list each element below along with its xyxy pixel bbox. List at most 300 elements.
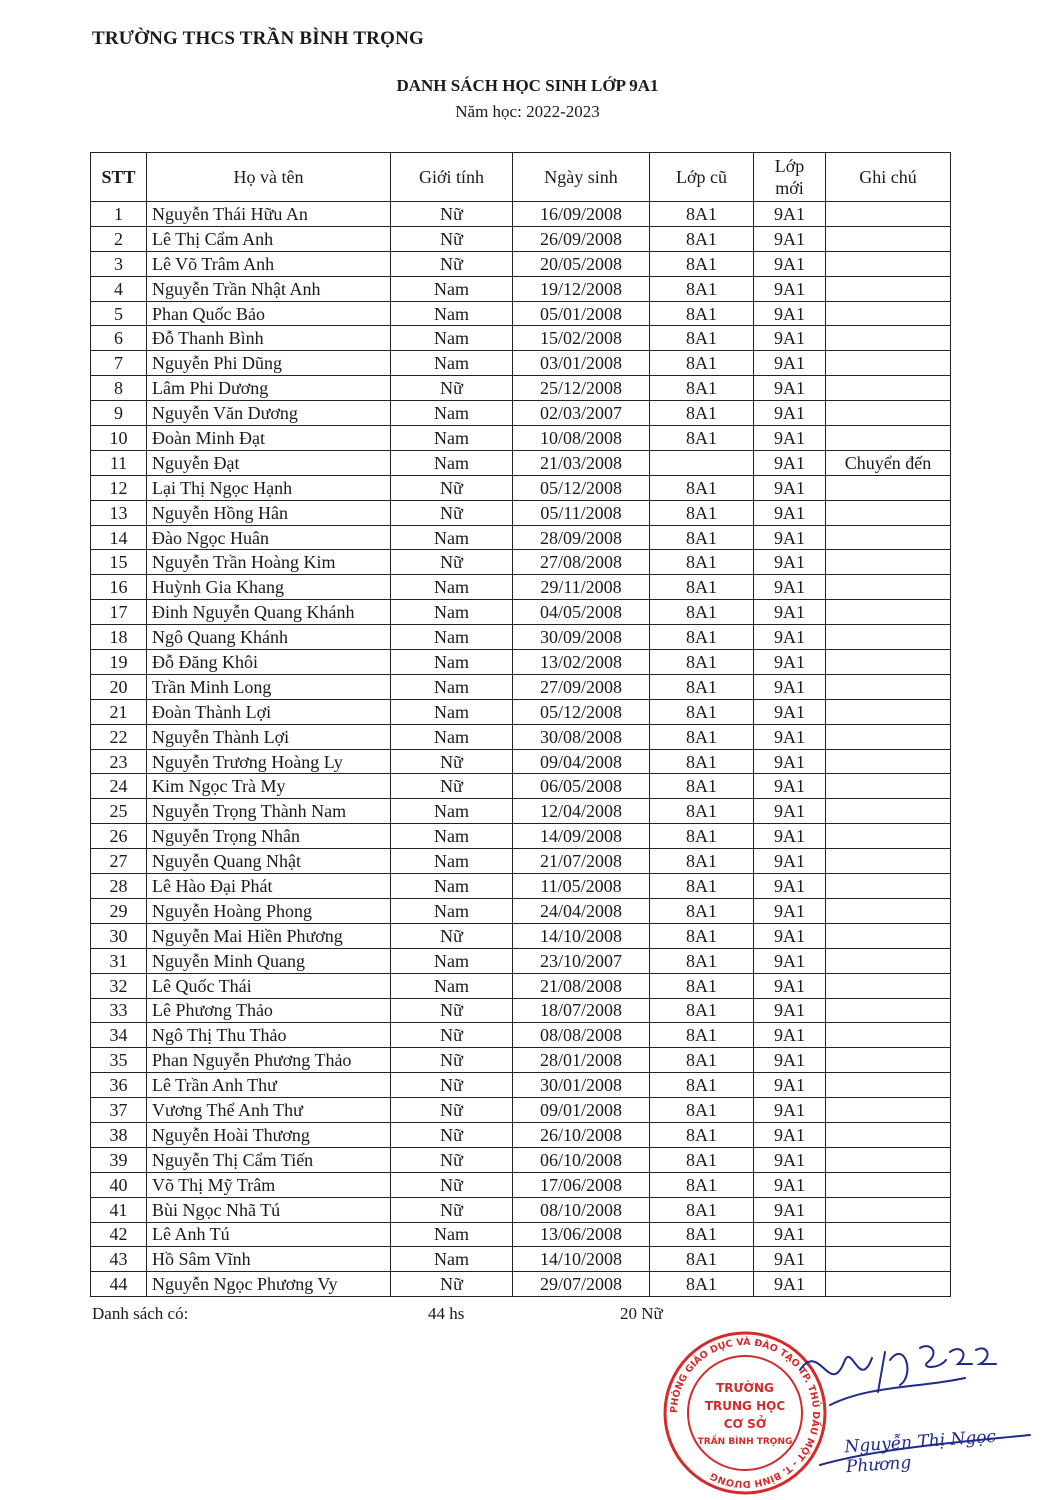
cell-new-class: 9A1 (754, 351, 826, 376)
table-row (91, 1172, 951, 1197)
cell-old-class (650, 450, 754, 475)
cell-stt: 33 (91, 998, 147, 1023)
cell-stt: 23 (91, 749, 147, 774)
cell-old-class: 8A1 (650, 1073, 754, 1098)
header-name: Họ và tên (147, 153, 391, 202)
table-row (91, 276, 951, 301)
table-row (91, 301, 951, 326)
cell-note (826, 550, 951, 575)
table-row (91, 1247, 951, 1272)
document-title: DANH SÁCH HỌC SINH LỚP 9A1 (396, 76, 659, 95)
cell-stt: 7 (91, 351, 147, 376)
cell-dob: 29/07/2008 (513, 1272, 650, 1297)
table-row (91, 948, 951, 973)
cell-note (826, 426, 951, 451)
cell-name: Võ Thị Mỹ Trâm (147, 1172, 391, 1197)
cell-dob: 03/01/2008 (513, 351, 650, 376)
cell-old-class: 8A1 (650, 898, 754, 923)
table-row (91, 600, 951, 625)
cell-note (826, 351, 951, 376)
cell-note (826, 376, 951, 401)
table-row (91, 1222, 951, 1247)
cell-gender: Nam (391, 625, 513, 650)
cell-name: Lê Trần Anh Thư (147, 1073, 391, 1098)
cell-gender: Nữ (391, 550, 513, 575)
svg-text:PHÒNG GIÁO DỤC VÀ ĐÀO TẠO TP.: PHÒNG GIÁO DỤC VÀ ĐÀO TẠO TP. THỦ DẦU MỘT - T. BÌNH DƯƠNG (668, 1336, 822, 1490)
cell-note (826, 1197, 951, 1222)
cell-stt: 22 (91, 724, 147, 749)
table-row (91, 1197, 951, 1222)
cell-note (826, 251, 951, 276)
cell-new-class: 9A1 (754, 1023, 826, 1048)
cell-new-class: 9A1 (754, 898, 826, 923)
summary-label: Danh sách có: (92, 1304, 189, 1323)
cell-name: Lê Anh Tú (147, 1222, 391, 1247)
cell-gender: Nữ (391, 1122, 513, 1147)
cell-new-class: 9A1 (754, 525, 826, 550)
table-row (91, 351, 951, 376)
cell-stt: 43 (91, 1247, 147, 1272)
cell-name: Hồ Sâm Vĩnh (147, 1247, 391, 1272)
summary-female: 20 Nữ (620, 1304, 663, 1323)
cell-name: Nguyễn Trần Nhật Anh (147, 276, 391, 301)
cell-old-class: 8A1 (650, 1023, 754, 1048)
cell-old-class: 8A1 (650, 1048, 754, 1073)
cell-gender: Nam (391, 600, 513, 625)
table-header-row (91, 153, 951, 202)
cell-old-class: 8A1 (650, 1147, 754, 1172)
cell-dob: 27/08/2008 (513, 550, 650, 575)
cell-new-class: 9A1 (754, 1197, 826, 1222)
cell-dob: 18/07/2008 (513, 998, 650, 1023)
cell-name: Trần Minh Long (147, 674, 391, 699)
cell-note (826, 575, 951, 600)
header-new-class-line2: mới (775, 178, 804, 198)
header-stt: STT (91, 153, 147, 202)
cell-dob: 25/12/2008 (513, 376, 650, 401)
cell-name: Huỳnh Gia Khang (147, 575, 391, 600)
cell-name: Nguyễn Hoàng Phong (147, 898, 391, 923)
cell-note (826, 301, 951, 326)
cell-stt: 25 (91, 799, 147, 824)
cell-dob: 15/02/2008 (513, 326, 650, 351)
cell-stt: 11 (91, 450, 147, 475)
cell-name: Đỗ Đăng Khôi (147, 650, 391, 675)
cell-old-class: 8A1 (650, 251, 754, 276)
cell-name: Nguyễn Văn Dương (147, 401, 391, 426)
cell-stt: 8 (91, 376, 147, 401)
cell-gender: Nữ (391, 376, 513, 401)
cell-stt: 21 (91, 699, 147, 724)
cell-old-class: 8A1 (650, 550, 754, 575)
cell-note (826, 699, 951, 724)
cell-note (826, 948, 951, 973)
signer-name: Nguyễn Thị Ngọc Phương (843, 1426, 997, 1478)
cell-name: Lại Thị Ngọc Hạnh (147, 475, 391, 500)
cell-name: Nguyễn Hoài Thương (147, 1122, 391, 1147)
cell-new-class: 9A1 (754, 799, 826, 824)
cell-old-class: 8A1 (650, 650, 754, 675)
cell-gender: Nữ (391, 475, 513, 500)
cell-gender: Nam (391, 898, 513, 923)
cell-gender: Nữ (391, 1272, 513, 1297)
cell-old-class: 8A1 (650, 948, 754, 973)
cell-note (826, 500, 951, 525)
cell-stt: 42 (91, 1222, 147, 1247)
cell-gender: Nữ (391, 998, 513, 1023)
cell-note (826, 1147, 951, 1172)
cell-stt: 14 (91, 525, 147, 550)
cell-old-class: 8A1 (650, 849, 754, 874)
cell-stt: 40 (91, 1172, 147, 1197)
cell-new-class: 9A1 (754, 301, 826, 326)
cell-gender: Nam (391, 326, 513, 351)
cell-gender: Nam (391, 824, 513, 849)
cell-name: Bùi Ngọc Nhã Tú (147, 1197, 391, 1222)
cell-new-class: 9A1 (754, 874, 826, 899)
cell-stt: 28 (91, 874, 147, 899)
cell-gender: Nữ (391, 1197, 513, 1222)
cell-dob: 28/09/2008 (513, 525, 650, 550)
cell-dob: 21/08/2008 (513, 973, 650, 998)
table-row (91, 973, 951, 998)
table-row (91, 426, 951, 451)
cell-stt: 38 (91, 1122, 147, 1147)
cell-name: Nguyễn Thành Lợi (147, 724, 391, 749)
table-body (91, 202, 951, 1297)
cell-dob: 13/02/2008 (513, 650, 650, 675)
cell-name: Nguyễn Mai Hiền Phương (147, 923, 391, 948)
cell-note (826, 1073, 951, 1098)
cell-gender: Nam (391, 301, 513, 326)
cell-new-class: 9A1 (754, 326, 826, 351)
cell-name: Phan Quốc Bảo (147, 301, 391, 326)
cell-stt: 15 (91, 550, 147, 575)
cell-old-class: 8A1 (650, 500, 754, 525)
table-row (91, 1147, 951, 1172)
cell-old-class: 8A1 (650, 475, 754, 500)
cell-new-class: 9A1 (754, 923, 826, 948)
cell-name: Lê Phương Thảo (147, 998, 391, 1023)
cell-gender: Nữ (391, 749, 513, 774)
cell-stt: 12 (91, 475, 147, 500)
cell-gender: Nam (391, 799, 513, 824)
cell-name: Đoàn Minh Đạt (147, 426, 391, 451)
cell-dob: 09/04/2008 (513, 749, 650, 774)
cell-name: Nguyễn Ngọc Phương Vy (147, 1272, 391, 1297)
cell-stt: 18 (91, 625, 147, 650)
cell-dob: 04/05/2008 (513, 600, 650, 625)
cell-old-class: 8A1 (650, 1172, 754, 1197)
cell-new-class: 9A1 (754, 376, 826, 401)
cell-old-class: 8A1 (650, 1197, 754, 1222)
cell-old-class: 8A1 (650, 401, 754, 426)
svg-text:TRƯỜNG: TRƯỜNG (716, 1381, 774, 1395)
cell-name: Lê Quốc Thái (147, 973, 391, 998)
header-new-class-line1: Lớp (774, 156, 805, 176)
cell-new-class: 9A1 (754, 774, 826, 799)
cell-new-class: 9A1 (754, 226, 826, 251)
cell-gender: Nam (391, 699, 513, 724)
cell-gender: Nam (391, 1247, 513, 1272)
cell-note (826, 1048, 951, 1073)
cell-dob: 12/04/2008 (513, 799, 650, 824)
cell-stt: 13 (91, 500, 147, 525)
cell-name: Nguyễn Trần Hoàng Kim (147, 550, 391, 575)
cell-note (826, 724, 951, 749)
cell-name: Đinh Nguyễn Quang Khánh (147, 600, 391, 625)
header-gender: Giới tính (391, 153, 513, 202)
cell-name: Nguyễn Trọng Thành Nam (147, 799, 391, 824)
cell-dob: 05/11/2008 (513, 500, 650, 525)
cell-new-class: 9A1 (754, 948, 826, 973)
cell-stt: 35 (91, 1048, 147, 1073)
table-row (91, 202, 951, 227)
header-note: Ghi chú (826, 153, 951, 202)
cell-dob: 19/12/2008 (513, 276, 650, 301)
cell-name: Nguyễn Trương Hoàng Ly (147, 749, 391, 774)
table-row (91, 1073, 951, 1098)
cell-dob: 17/06/2008 (513, 1172, 650, 1197)
cell-new-class: 9A1 (754, 251, 826, 276)
cell-new-class: 9A1 (754, 450, 826, 475)
cell-stt: 9 (91, 401, 147, 426)
table-row (91, 525, 951, 550)
table-row (91, 550, 951, 575)
cell-gender: Nữ (391, 1073, 513, 1098)
table-row (91, 1122, 951, 1147)
cell-gender: Nữ (391, 1098, 513, 1123)
cell-dob: 09/01/2008 (513, 1098, 650, 1123)
cell-name: Lê Hào Đại Phát (147, 874, 391, 899)
cell-gender: Nữ (391, 1023, 513, 1048)
cell-note (826, 998, 951, 1023)
svg-text:TRUNG HỌC: TRUNG HỌC (704, 1399, 786, 1413)
cell-dob: 30/01/2008 (513, 1073, 650, 1098)
cell-name: Nguyễn Hồng Hân (147, 500, 391, 525)
cell-name: Vương Thể Anh Thư (147, 1098, 391, 1123)
table-row (91, 799, 951, 824)
table-row (91, 849, 951, 874)
cell-note (826, 874, 951, 899)
cell-stt: 17 (91, 600, 147, 625)
cell-name: Lê Võ Trâm Anh (147, 251, 391, 276)
cell-gender: Nam (391, 575, 513, 600)
cell-name: Kim Ngọc Trà My (147, 774, 391, 799)
cell-old-class: 8A1 (650, 276, 754, 301)
cell-dob: 24/04/2008 (513, 898, 650, 923)
cell-old-class: 8A1 (650, 923, 754, 948)
cell-new-class: 9A1 (754, 724, 826, 749)
cell-old-class: 8A1 (650, 774, 754, 799)
cell-note (826, 923, 951, 948)
cell-dob: 14/10/2008 (513, 1247, 650, 1272)
cell-name: Phan Nguyễn Phương Thảo (147, 1048, 391, 1073)
cell-note (826, 799, 951, 824)
cell-old-class: 8A1 (650, 1098, 754, 1123)
cell-gender: Nam (391, 276, 513, 301)
cell-gender: Nữ (391, 251, 513, 276)
cell-old-class: 8A1 (650, 1222, 754, 1247)
cell-dob: 13/06/2008 (513, 1222, 650, 1247)
cell-stt: 26 (91, 824, 147, 849)
cell-stt: 1 (91, 202, 147, 227)
cell-name: Nguyễn Thái Hữu An (147, 202, 391, 227)
cell-gender: Nam (391, 674, 513, 699)
cell-note (826, 1122, 951, 1147)
cell-old-class: 8A1 (650, 226, 754, 251)
cell-new-class: 9A1 (754, 202, 826, 227)
table-row (91, 1272, 951, 1297)
cell-note (826, 600, 951, 625)
cell-new-class: 9A1 (754, 1147, 826, 1172)
cell-new-class: 9A1 (754, 1122, 826, 1147)
cell-new-class: 9A1 (754, 550, 826, 575)
school-year: Năm học: 2022-2023 (455, 102, 600, 121)
cell-old-class: 8A1 (650, 351, 754, 376)
cell-dob: 14/09/2008 (513, 824, 650, 849)
cell-gender: Nữ (391, 923, 513, 948)
cell-gender: Nam (391, 525, 513, 550)
table-row (91, 575, 951, 600)
cell-note (826, 625, 951, 650)
cell-note (826, 749, 951, 774)
cell-name: Nguyễn Trọng Nhân (147, 824, 391, 849)
cell-old-class: 8A1 (650, 824, 754, 849)
cell-name: Đỗ Thanh Bình (147, 326, 391, 351)
cell-old-class: 8A1 (650, 1272, 754, 1297)
cell-new-class: 9A1 (754, 575, 826, 600)
table-row (91, 724, 951, 749)
cell-note (826, 824, 951, 849)
cell-stt: 27 (91, 849, 147, 874)
cell-gender: Nam (391, 973, 513, 998)
cell-note (826, 226, 951, 251)
cell-stt: 6 (91, 326, 147, 351)
cell-new-class: 9A1 (754, 973, 826, 998)
cell-note (826, 650, 951, 675)
cell-note (826, 674, 951, 699)
cell-dob: 05/12/2008 (513, 475, 650, 500)
cell-gender: Nam (391, 450, 513, 475)
cell-stt: 32 (91, 973, 147, 998)
table-row (91, 326, 951, 351)
table-row (91, 500, 951, 525)
cell-new-class: 9A1 (754, 1222, 826, 1247)
cell-note (826, 1222, 951, 1247)
cell-old-class: 8A1 (650, 301, 754, 326)
cell-new-class: 9A1 (754, 1048, 826, 1073)
header-dob: Ngày sinh (513, 153, 650, 202)
student-table (90, 152, 951, 1297)
cell-old-class: 8A1 (650, 1247, 754, 1272)
table-row (91, 401, 951, 426)
table-row (91, 923, 951, 948)
cell-note (826, 774, 951, 799)
cell-old-class: 8A1 (650, 202, 754, 227)
cell-gender: Nam (391, 1222, 513, 1247)
cell-dob: 16/09/2008 (513, 202, 650, 227)
summary-total: 44 hs (428, 1304, 465, 1323)
cell-gender: Nữ (391, 774, 513, 799)
cell-note (826, 898, 951, 923)
cell-note (826, 849, 951, 874)
cell-dob: 10/08/2008 (513, 426, 650, 451)
cell-name: Lâm Phi Dương (147, 376, 391, 401)
cell-new-class: 9A1 (754, 1172, 826, 1197)
cell-note (826, 202, 951, 227)
svg-text:CƠ SỞ: CƠ SỞ (723, 1417, 767, 1431)
cell-gender: Nam (391, 874, 513, 899)
cell-dob: 08/08/2008 (513, 1023, 650, 1048)
cell-gender: Nữ (391, 226, 513, 251)
cell-new-class: 9A1 (754, 674, 826, 699)
cell-new-class: 9A1 (754, 500, 826, 525)
cell-gender: Nữ (391, 1048, 513, 1073)
cell-new-class: 9A1 (754, 625, 826, 650)
cell-dob: 21/07/2008 (513, 849, 650, 874)
cell-note (826, 401, 951, 426)
cell-note (826, 475, 951, 500)
cell-stt: 31 (91, 948, 147, 973)
cell-dob: 05/01/2008 (513, 301, 650, 326)
cell-old-class: 8A1 (650, 376, 754, 401)
cell-dob: 02/03/2007 (513, 401, 650, 426)
cell-new-class: 9A1 (754, 699, 826, 724)
cell-name: Nguyễn Đạt (147, 450, 391, 475)
header-new-class (754, 153, 826, 202)
cell-dob: 26/10/2008 (513, 1122, 650, 1147)
cell-stt: 39 (91, 1147, 147, 1172)
cell-gender: Nam (391, 724, 513, 749)
cell-old-class: 8A1 (650, 874, 754, 899)
cell-new-class: 9A1 (754, 849, 826, 874)
cell-old-class: 8A1 (650, 973, 754, 998)
cell-new-class: 9A1 (754, 276, 826, 301)
cell-note (826, 1272, 951, 1297)
cell-stt: 16 (91, 575, 147, 600)
cell-gender: Nữ (391, 1172, 513, 1197)
cell-stt: 36 (91, 1073, 147, 1098)
cell-stt: 41 (91, 1197, 147, 1222)
cell-old-class: 8A1 (650, 998, 754, 1023)
cell-note (826, 1023, 951, 1048)
cell-new-class: 9A1 (754, 426, 826, 451)
table-row (91, 650, 951, 675)
cell-dob: 08/10/2008 (513, 1197, 650, 1222)
cell-dob: 06/05/2008 (513, 774, 650, 799)
cell-new-class: 9A1 (754, 749, 826, 774)
table-row (91, 450, 951, 475)
cell-name: Nguyễn Phi Dũng (147, 351, 391, 376)
cell-new-class: 9A1 (754, 1073, 826, 1098)
cell-gender: Nam (391, 849, 513, 874)
table-row (91, 251, 951, 276)
cell-gender: Nữ (391, 202, 513, 227)
cell-stt: 20 (91, 674, 147, 699)
cell-new-class: 9A1 (754, 600, 826, 625)
cell-gender: Nam (391, 426, 513, 451)
cell-old-class: 8A1 (650, 674, 754, 699)
table-row (91, 1098, 951, 1123)
cell-new-class: 9A1 (754, 824, 826, 849)
cell-old-class: 8A1 (650, 326, 754, 351)
cell-gender: Nam (391, 401, 513, 426)
cell-note (826, 326, 951, 351)
table-row (91, 475, 951, 500)
cell-note (826, 973, 951, 998)
cell-dob: 29/11/2008 (513, 575, 650, 600)
